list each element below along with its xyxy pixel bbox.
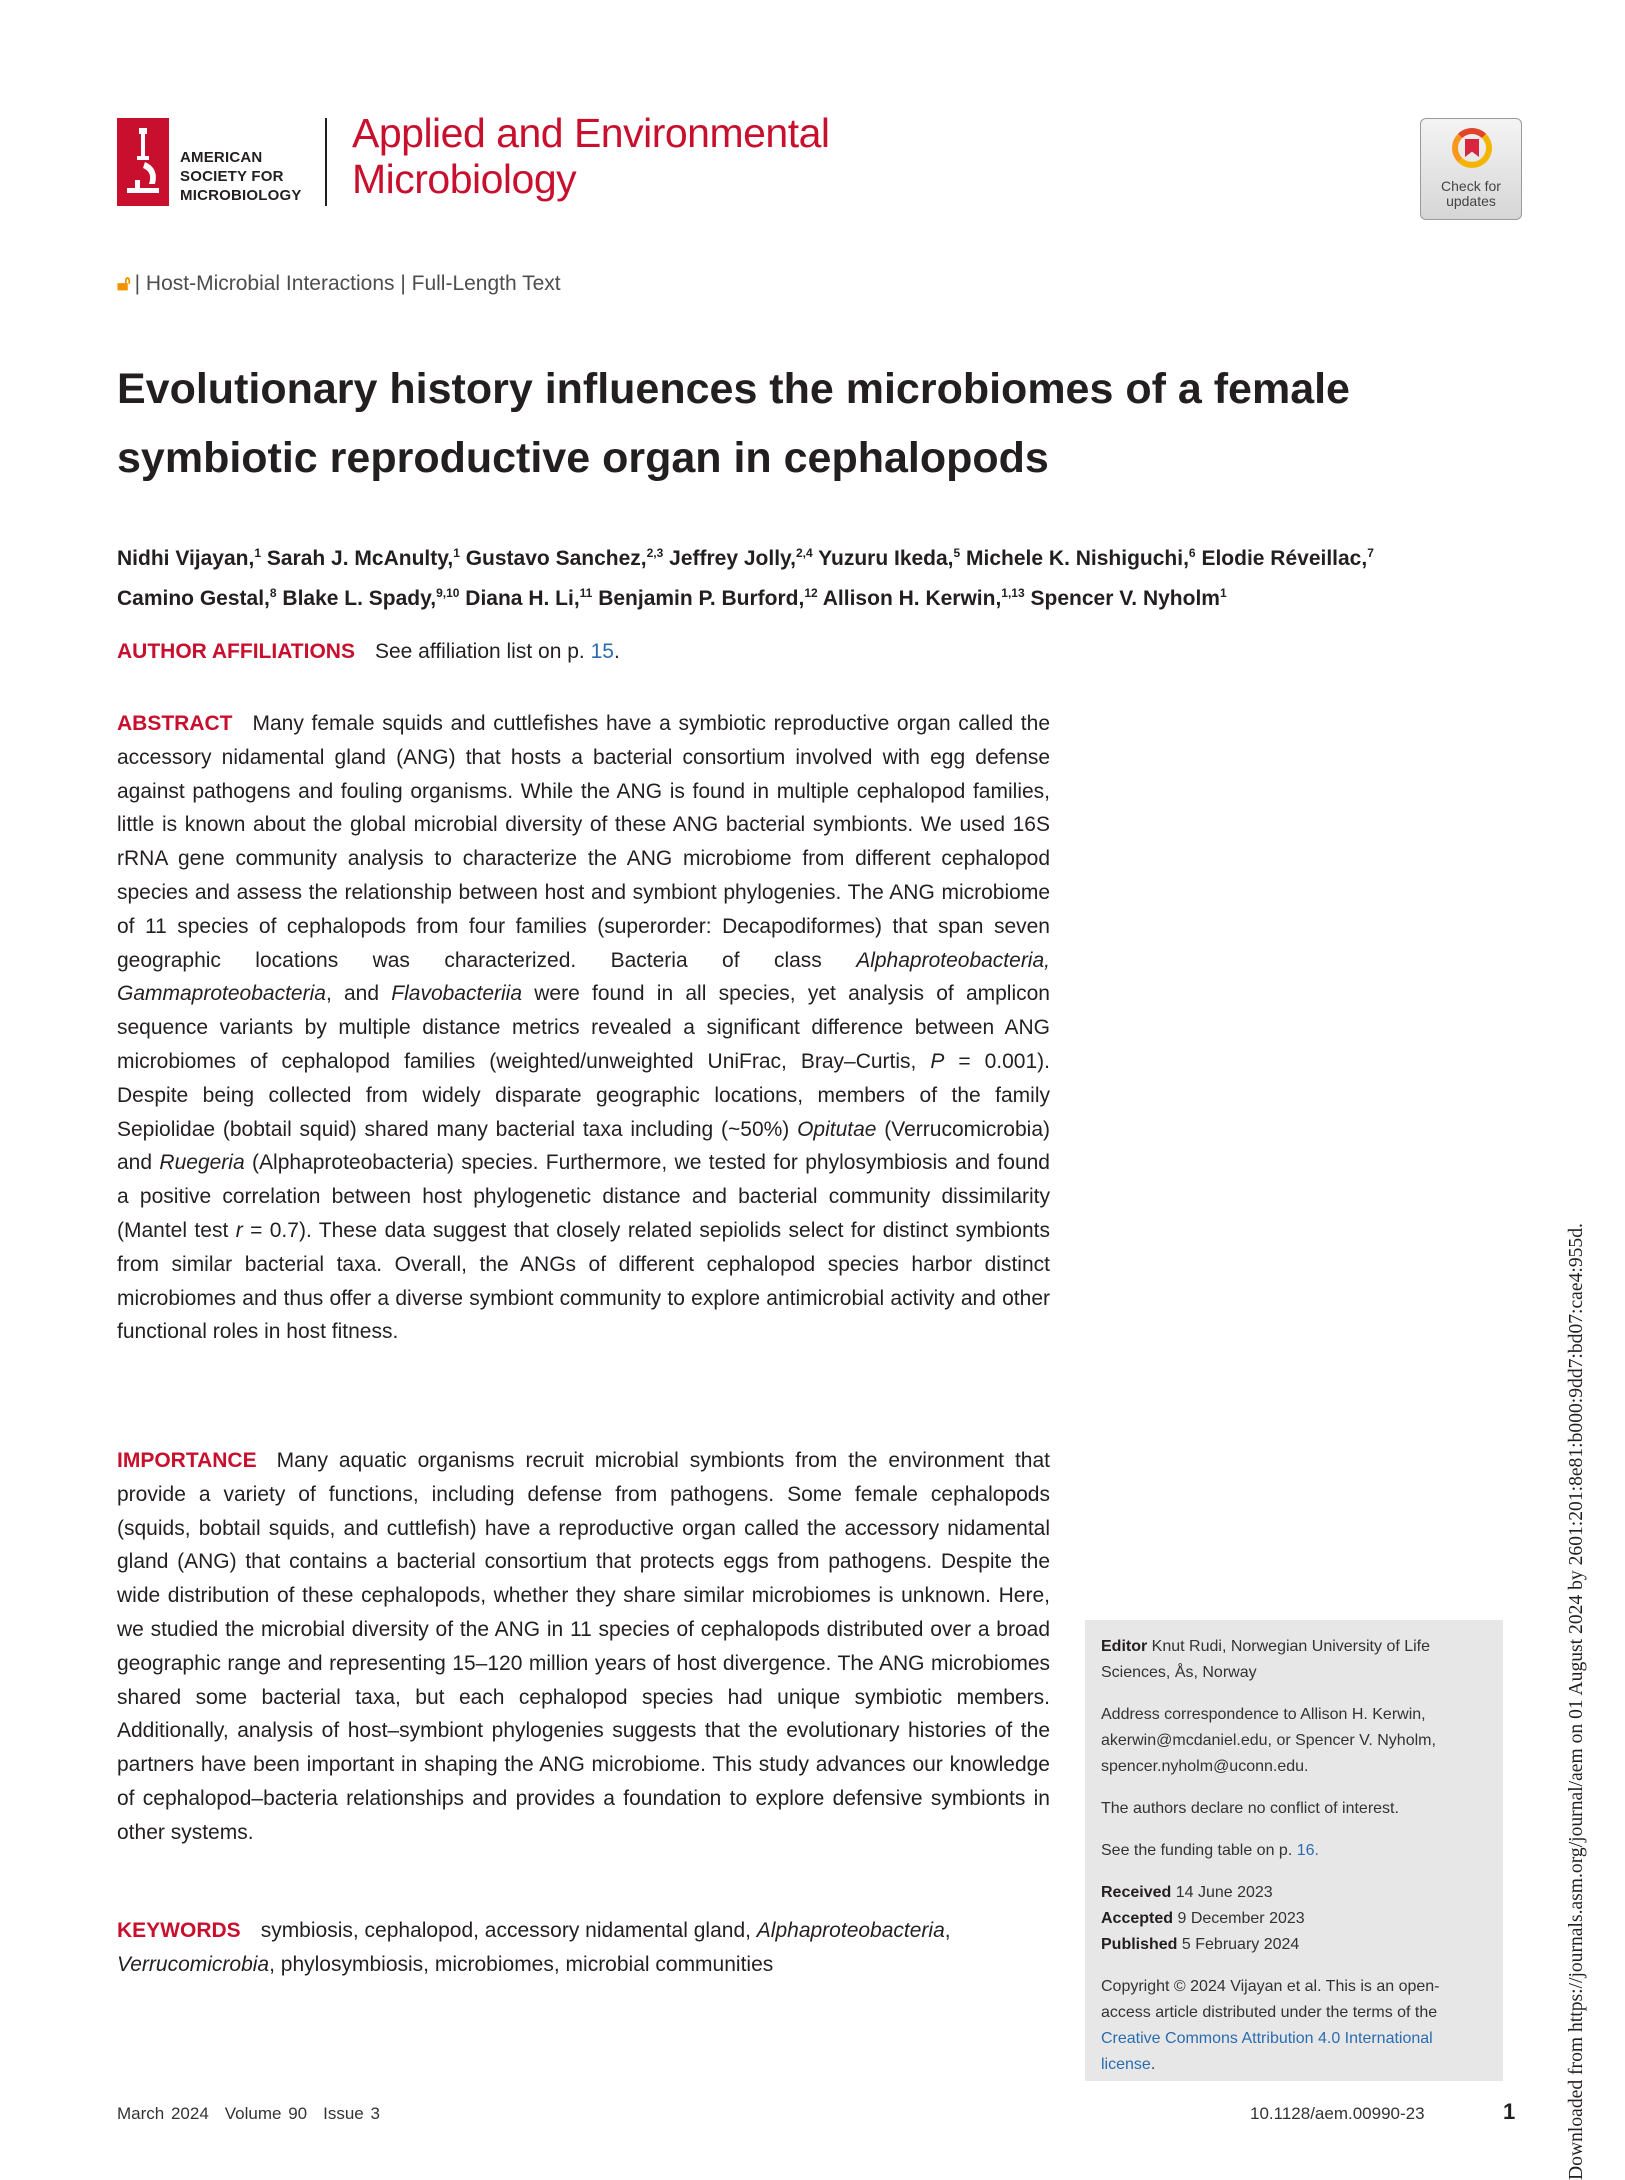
author-name: Diana H. Li, bbox=[465, 587, 580, 610]
affiliations-label: AUTHOR AFFILIATIONS bbox=[117, 640, 355, 663]
received-date: 14 June 2023 bbox=[1175, 1884, 1273, 1901]
abstract bbox=[117, 707, 1050, 1349]
download-notice: Downloaded from https://journals.asm.org/journal/aem on 01 August 2024 by 2601:201:8e81:b000:9dd7:bd07:cae4:955d. bbox=[1566, 1223, 1587, 2180]
article-dates: Received 14 June 2023 Accepted 9 December 2023 Published 5 February 2024 bbox=[1101, 1884, 1305, 1953]
importance bbox=[117, 1444, 1050, 1850]
check-for-updates-button[interactable] bbox=[1420, 118, 1522, 220]
author-name: Yuzuru Ikeda, bbox=[818, 547, 954, 570]
author-affiliation-mark: 11 bbox=[579, 586, 593, 600]
author-affiliation-mark: 1 bbox=[453, 546, 460, 560]
accepted-date: 9 December 2023 bbox=[1177, 1910, 1305, 1927]
society-name: AMERICAN SOCIETY FOR MICROBIOLOGY bbox=[180, 149, 302, 204]
author-affiliation-mark: 9,10 bbox=[436, 586, 460, 600]
abstract-label: ABSTRACT bbox=[117, 712, 233, 735]
article-section: 🔓︎ | Host-Microbial Interactions | Full-Length Text bbox=[117, 272, 561, 295]
author-name: Michele K. Nishiguchi, bbox=[966, 547, 1189, 570]
published-date: 5 February 2024 bbox=[1181, 1936, 1300, 1953]
abstract-text: Many female squids and cuttlefishes have a symbiotic reproductive organ called the accessory nidamental gland (ANG) that hosts a bacterial consortium involved with egg defense against pathogens and fouling organisms. While the ANG is found in multiple cephalopod families, little is known about the global microbial diversity of these ANG bacterial symbionts. We used 16S rRNA gene community analysis to characterize the ANG microbiome from different cephalopod species and assess the relationship between host and symbiont phylogenies. The ANG microbiome of 11 species of cephalopods from four families (superorder: Decapodiformes) that span seven geographic locations was characterized. Bacteria of class Alphaproteobacteria, Gammaproteobacteria, and Flavobacteriia were found in all species, yet analysis of amplicon sequence variants by multiple distance metrics revealed a significant difference between ANG microbiomes of cephalopod families (weighted/unweighted UniFrac, Bray–Curtis, P = 0.001). Despite being collected from widely disparate geographic locations, members of the family Sepiolidae (bobtail squid) shared many bacterial taxa including (~50%) Opitutae (Verrucomicrobia) and Ruegeria (Alphaproteobacteria) species. Furthermore, we tested for phylosymbiosis and found a positive correlation between host phylogenetic distance and bacterial community dissimilarity (Mantel test r = 0.7). These data suggest that closely related sepiolids select for distinct symbionts from similar bacterial taxa. Overall, the ANGs of different cephalopod species harbor distinct microbiomes and thus offer a diverse symbiont community to explore antimicrobial activity and other functional roles in host fitness. bbox=[117, 712, 1051, 1344]
author-name: Benjamin P. Burford, bbox=[598, 587, 805, 610]
author-affiliation-mark: 1 bbox=[254, 546, 262, 560]
funding-page-link[interactable]: 16. bbox=[1296, 1842, 1319, 1859]
copyright: Copyright © 2024 Vijayan et al. This is an open-access article distributed under the terms of the Creative Commons Attribution 4.0 International license. bbox=[1101, 1978, 1440, 2073]
microscope-logo-icon bbox=[117, 118, 169, 206]
correspondence: Address correspondence to Allison H. Kerwin, akerwin@mcdaniel.edu, or Spencer V. Nyholm, spencer.nyholm@uconn.edu. bbox=[1101, 1706, 1436, 1775]
author-affiliation-mark: 8 bbox=[269, 586, 277, 600]
author-name: Sarah J. McAnulty, bbox=[266, 547, 454, 570]
author-name: Blake L. Spady, bbox=[282, 587, 437, 610]
author-name: Spencer V. Nyholm bbox=[1030, 587, 1220, 610]
article-title: Evolutionary history influences the microbiomes of a female symbiotic reproductive organ in cephalopods bbox=[117, 365, 1350, 482]
open-access-icon: 🔓︎ bbox=[117, 272, 131, 295]
asm-logo bbox=[117, 118, 307, 208]
author-affiliation-mark: 2,4 bbox=[795, 546, 813, 560]
conflict-statement: The authors declare no conflict of interest. bbox=[1101, 1800, 1399, 1817]
author-name: Elodie Réveillac, bbox=[1201, 547, 1368, 570]
author-affiliation-mark: 7 bbox=[1367, 546, 1374, 560]
importance-text: Many aquatic organisms recruit microbial symbionts from the environment that provide a variety of functions, including defense from pathogens. Some female cephalopods (squids, bobtail squids, and cuttlefish) have a reproductive organ called the accessory nidamental gland (ANG) that contains a bacterial consortium that protects eggs from pathogens. Despite the wide distribution of these cephalopods, whether they share similar microbiomes is unknown. Here, we studied the microbial diversity of the ANG in 11 species of cephalopods distributed over a broad geographic range and representing 15–120 million years of host divergence. The ANG microbiomes shared some bacterial taxa, but each cephalopod species had unique symbiotic members. Additionally, analysis of host–symbiont phylogenies suggests that the evolutionary histories of the partners have been important in shaping the ANG microbiome. This study advances our knowledge of cephalopod–bacteria relationships and provides a foundation to explore defensive symbionts in other systems. bbox=[117, 1449, 1050, 1844]
author-list bbox=[117, 536, 1537, 616]
logo-divider bbox=[325, 118, 327, 206]
author-name: Allison H. Kerwin, bbox=[822, 587, 1002, 610]
keywords-text: symbiosis, cephalopod, accessory nidamental gland, Alphaproteobacteria, Verrucomicrobia, phylosymbiosis, microbiomes, microbial communities bbox=[117, 1919, 951, 1976]
author-name: Gustavo Sanchez, bbox=[465, 547, 647, 570]
author-name: Camino Gestal, bbox=[117, 587, 270, 610]
author-affiliation-mark: 1 bbox=[1219, 586, 1227, 600]
author-affiliation-mark: 6 bbox=[1188, 546, 1196, 560]
funding-info: See the funding table on p. 16. bbox=[1101, 1842, 1319, 1859]
license-link[interactable]: Creative Commons Attribution 4.0 International license bbox=[1101, 2030, 1433, 2073]
author-name: Jeffrey Jolly, bbox=[669, 547, 796, 570]
author-affiliation-mark: 5 bbox=[953, 546, 961, 560]
page-number: 1 bbox=[1503, 2099, 1516, 2124]
editor-info: Editor Knut Rudi, Norwegian University of Life Sciences, Ås, Norway bbox=[1101, 1638, 1431, 1681]
keywords-label: KEYWORDS bbox=[117, 1919, 241, 1942]
author-affiliation-mark: 12 bbox=[804, 586, 818, 600]
article-info-sidebar bbox=[1085, 1620, 1503, 2081]
affiliations-page-link[interactable]: 15 bbox=[590, 640, 614, 663]
journal-name: Applied and Environmental Microbiology bbox=[352, 110, 830, 202]
author-affiliations: AUTHOR AFFILIATIONS See affiliation list on p. 15. bbox=[117, 640, 620, 663]
author-affiliation-mark: 2,3 bbox=[646, 546, 664, 560]
keywords bbox=[117, 1914, 1050, 1982]
check-updates-label: Check for updates bbox=[1441, 178, 1501, 209]
importance-label: IMPORTANCE bbox=[117, 1449, 257, 1472]
footer-issue-info: March 2024 Volume 90 Issue 3 bbox=[117, 2104, 380, 2123]
author-name: Nidhi Vijayan, bbox=[117, 547, 255, 570]
footer-doi: 10.1128/aem.00990-23 bbox=[1250, 2104, 1425, 2123]
author-affiliation-mark: 1,13 bbox=[1001, 586, 1025, 600]
